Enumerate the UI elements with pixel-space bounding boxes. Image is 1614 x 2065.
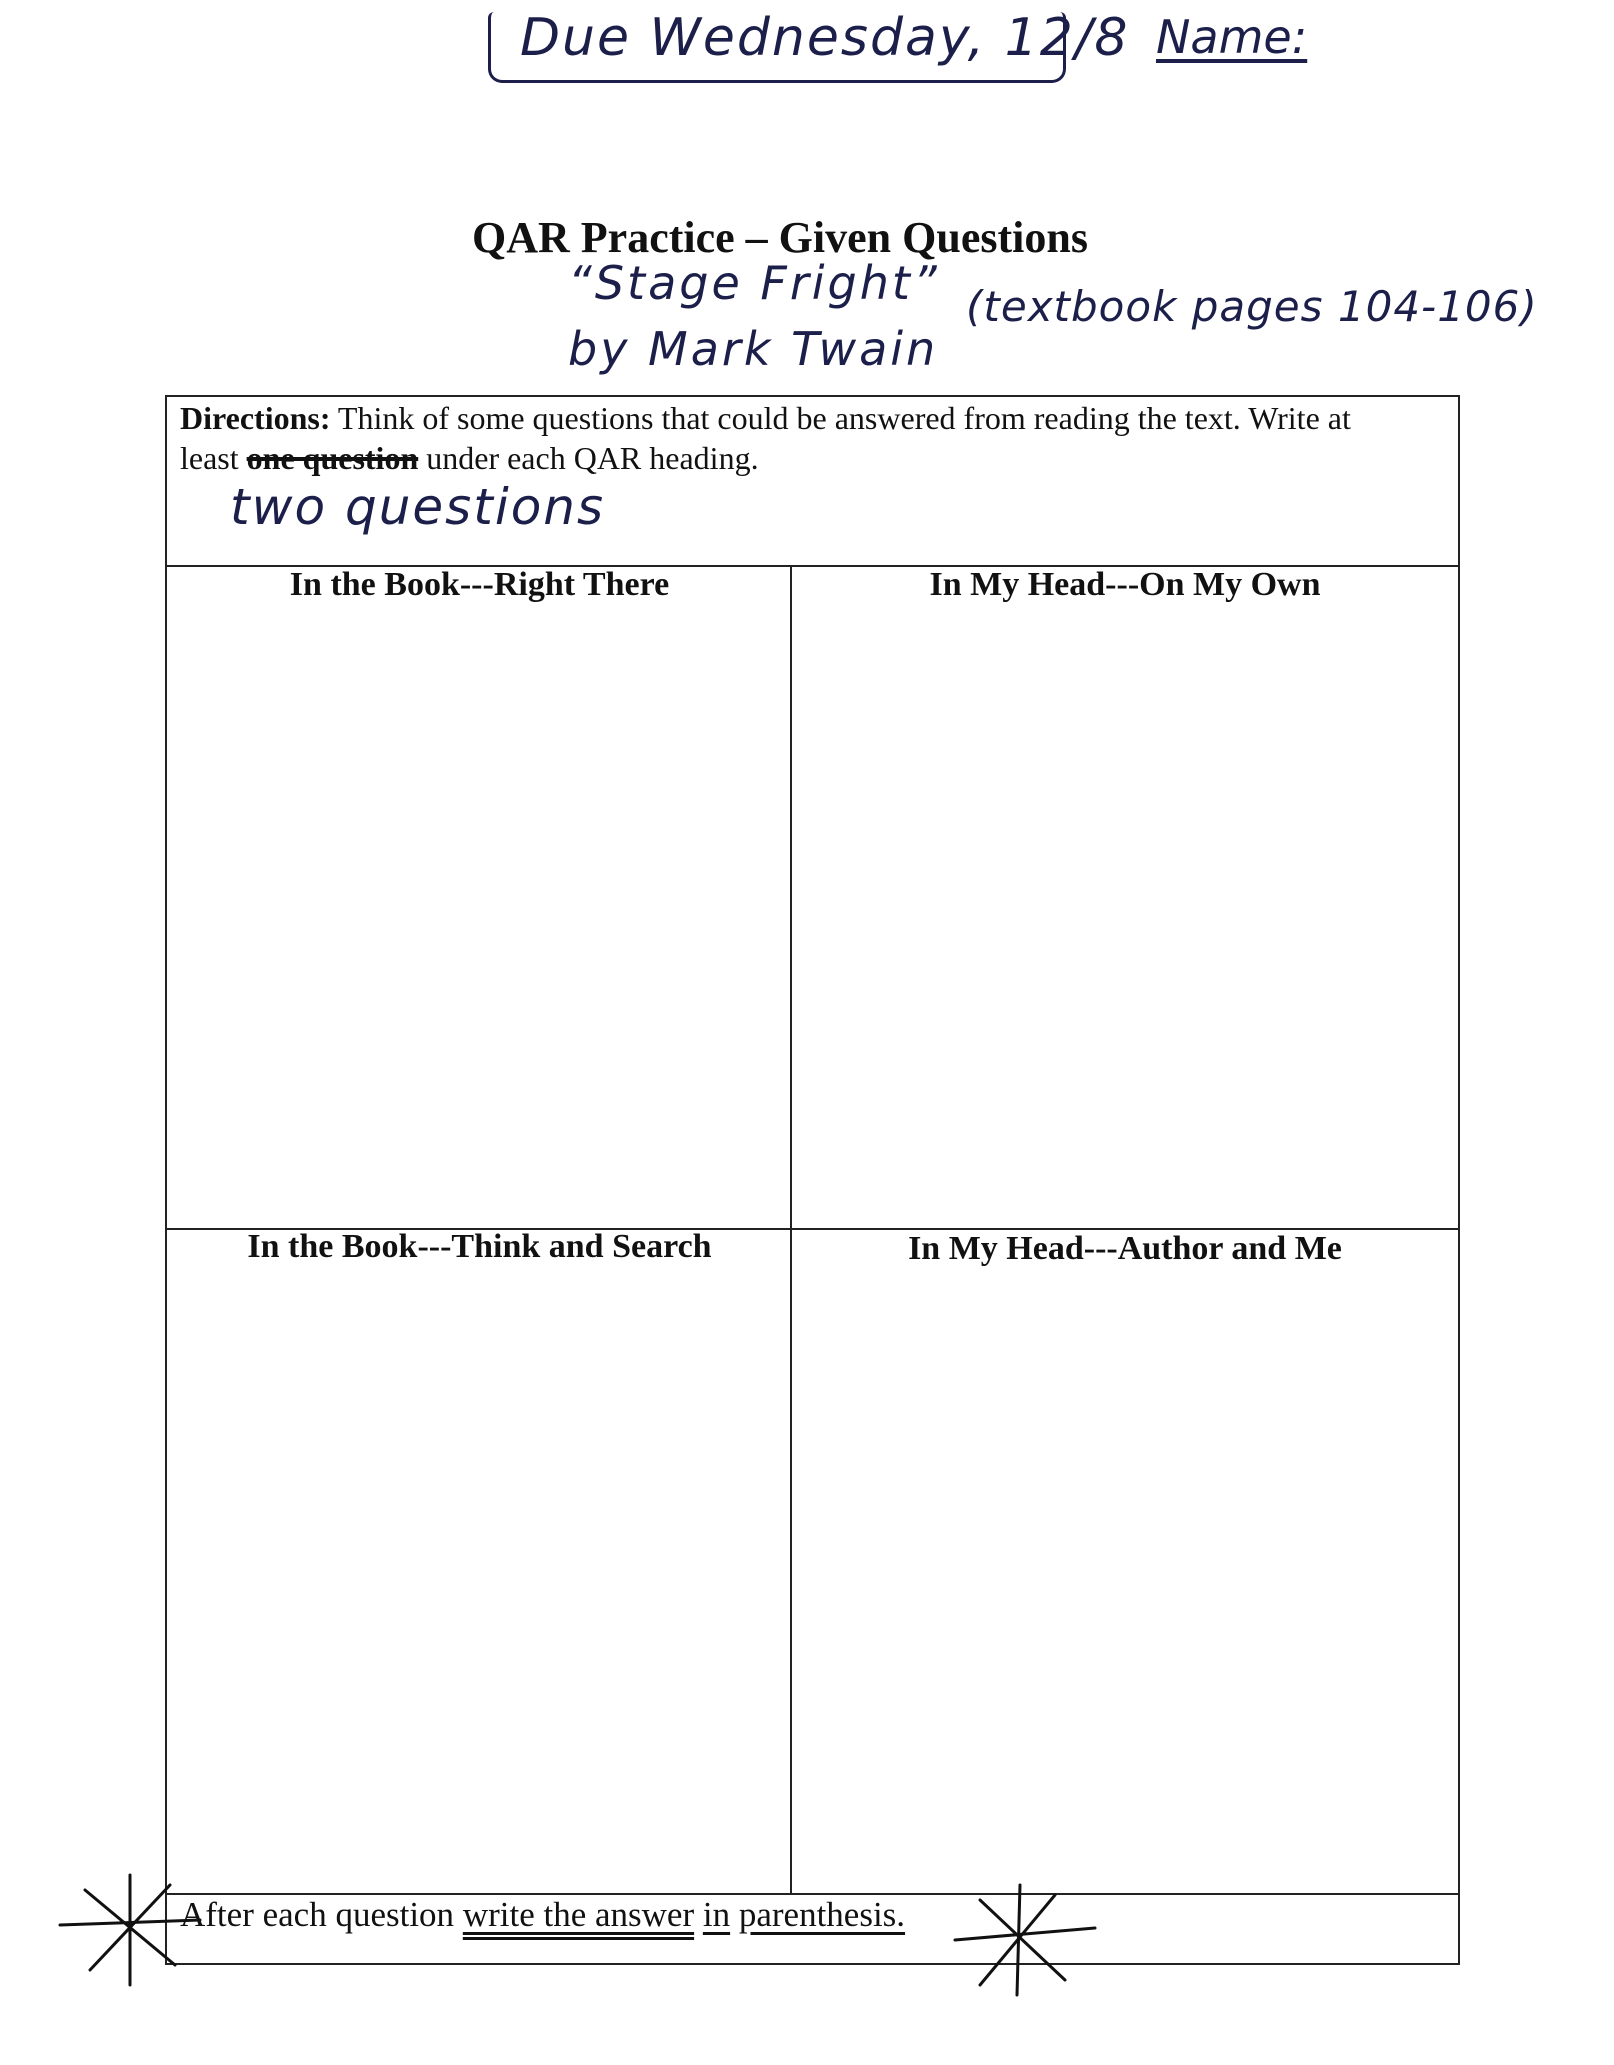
right-star-mark-icon bbox=[955, 1880, 1095, 2000]
directions-label: Directions: bbox=[180, 400, 331, 436]
directions-line-1 bbox=[180, 400, 1351, 437]
name-label: Name: bbox=[1156, 10, 1308, 64]
heading-think-and-search: In the Book---Think and Search bbox=[247, 1228, 712, 1265]
heading-on-my-own: In My Head---On My Own bbox=[929, 566, 1321, 603]
heading-author-and-me: In My Head---Author and Me bbox=[908, 1230, 1342, 1267]
answer-area-on-my-own[interactable] bbox=[794, 620, 1456, 1225]
footer-text-a: After each question bbox=[180, 1895, 455, 1934]
handwritten-correction: two questions bbox=[230, 478, 606, 536]
textbook-pages-note: (textbook pages 104-106) bbox=[966, 282, 1538, 331]
due-date-note: Due Wednesday, 12/8 bbox=[520, 8, 1130, 68]
directions-text-1: Think of some questions that could be answered from reading the text. Write at bbox=[337, 400, 1351, 436]
answer-area-author-and-me[interactable] bbox=[794, 1285, 1456, 1890]
answer-area-right-there[interactable] bbox=[168, 620, 788, 1225]
story-title: “Stage Fright” bbox=[568, 256, 940, 310]
left-star-mark-icon bbox=[60, 1870, 200, 1990]
footer-text-d: parenthesis. bbox=[738, 1895, 906, 1934]
footer-text-c: in bbox=[702, 1895, 731, 1934]
worksheet-title: QAR Practice – Given Questions bbox=[472, 213, 1088, 262]
answer-area-think-and-search[interactable] bbox=[168, 1285, 788, 1890]
footer-instruction bbox=[180, 1895, 905, 1935]
directions-text-2a: least bbox=[180, 440, 239, 476]
struck-text: one question bbox=[246, 440, 419, 476]
story-author: by Mark Twain bbox=[568, 322, 939, 376]
directions-text-2b: under each QAR heading. bbox=[426, 440, 759, 476]
directions-line-2 bbox=[180, 440, 759, 477]
heading-right-there: In the Book---Right There bbox=[289, 566, 670, 603]
footer-text-b: write the answer bbox=[462, 1895, 695, 1934]
